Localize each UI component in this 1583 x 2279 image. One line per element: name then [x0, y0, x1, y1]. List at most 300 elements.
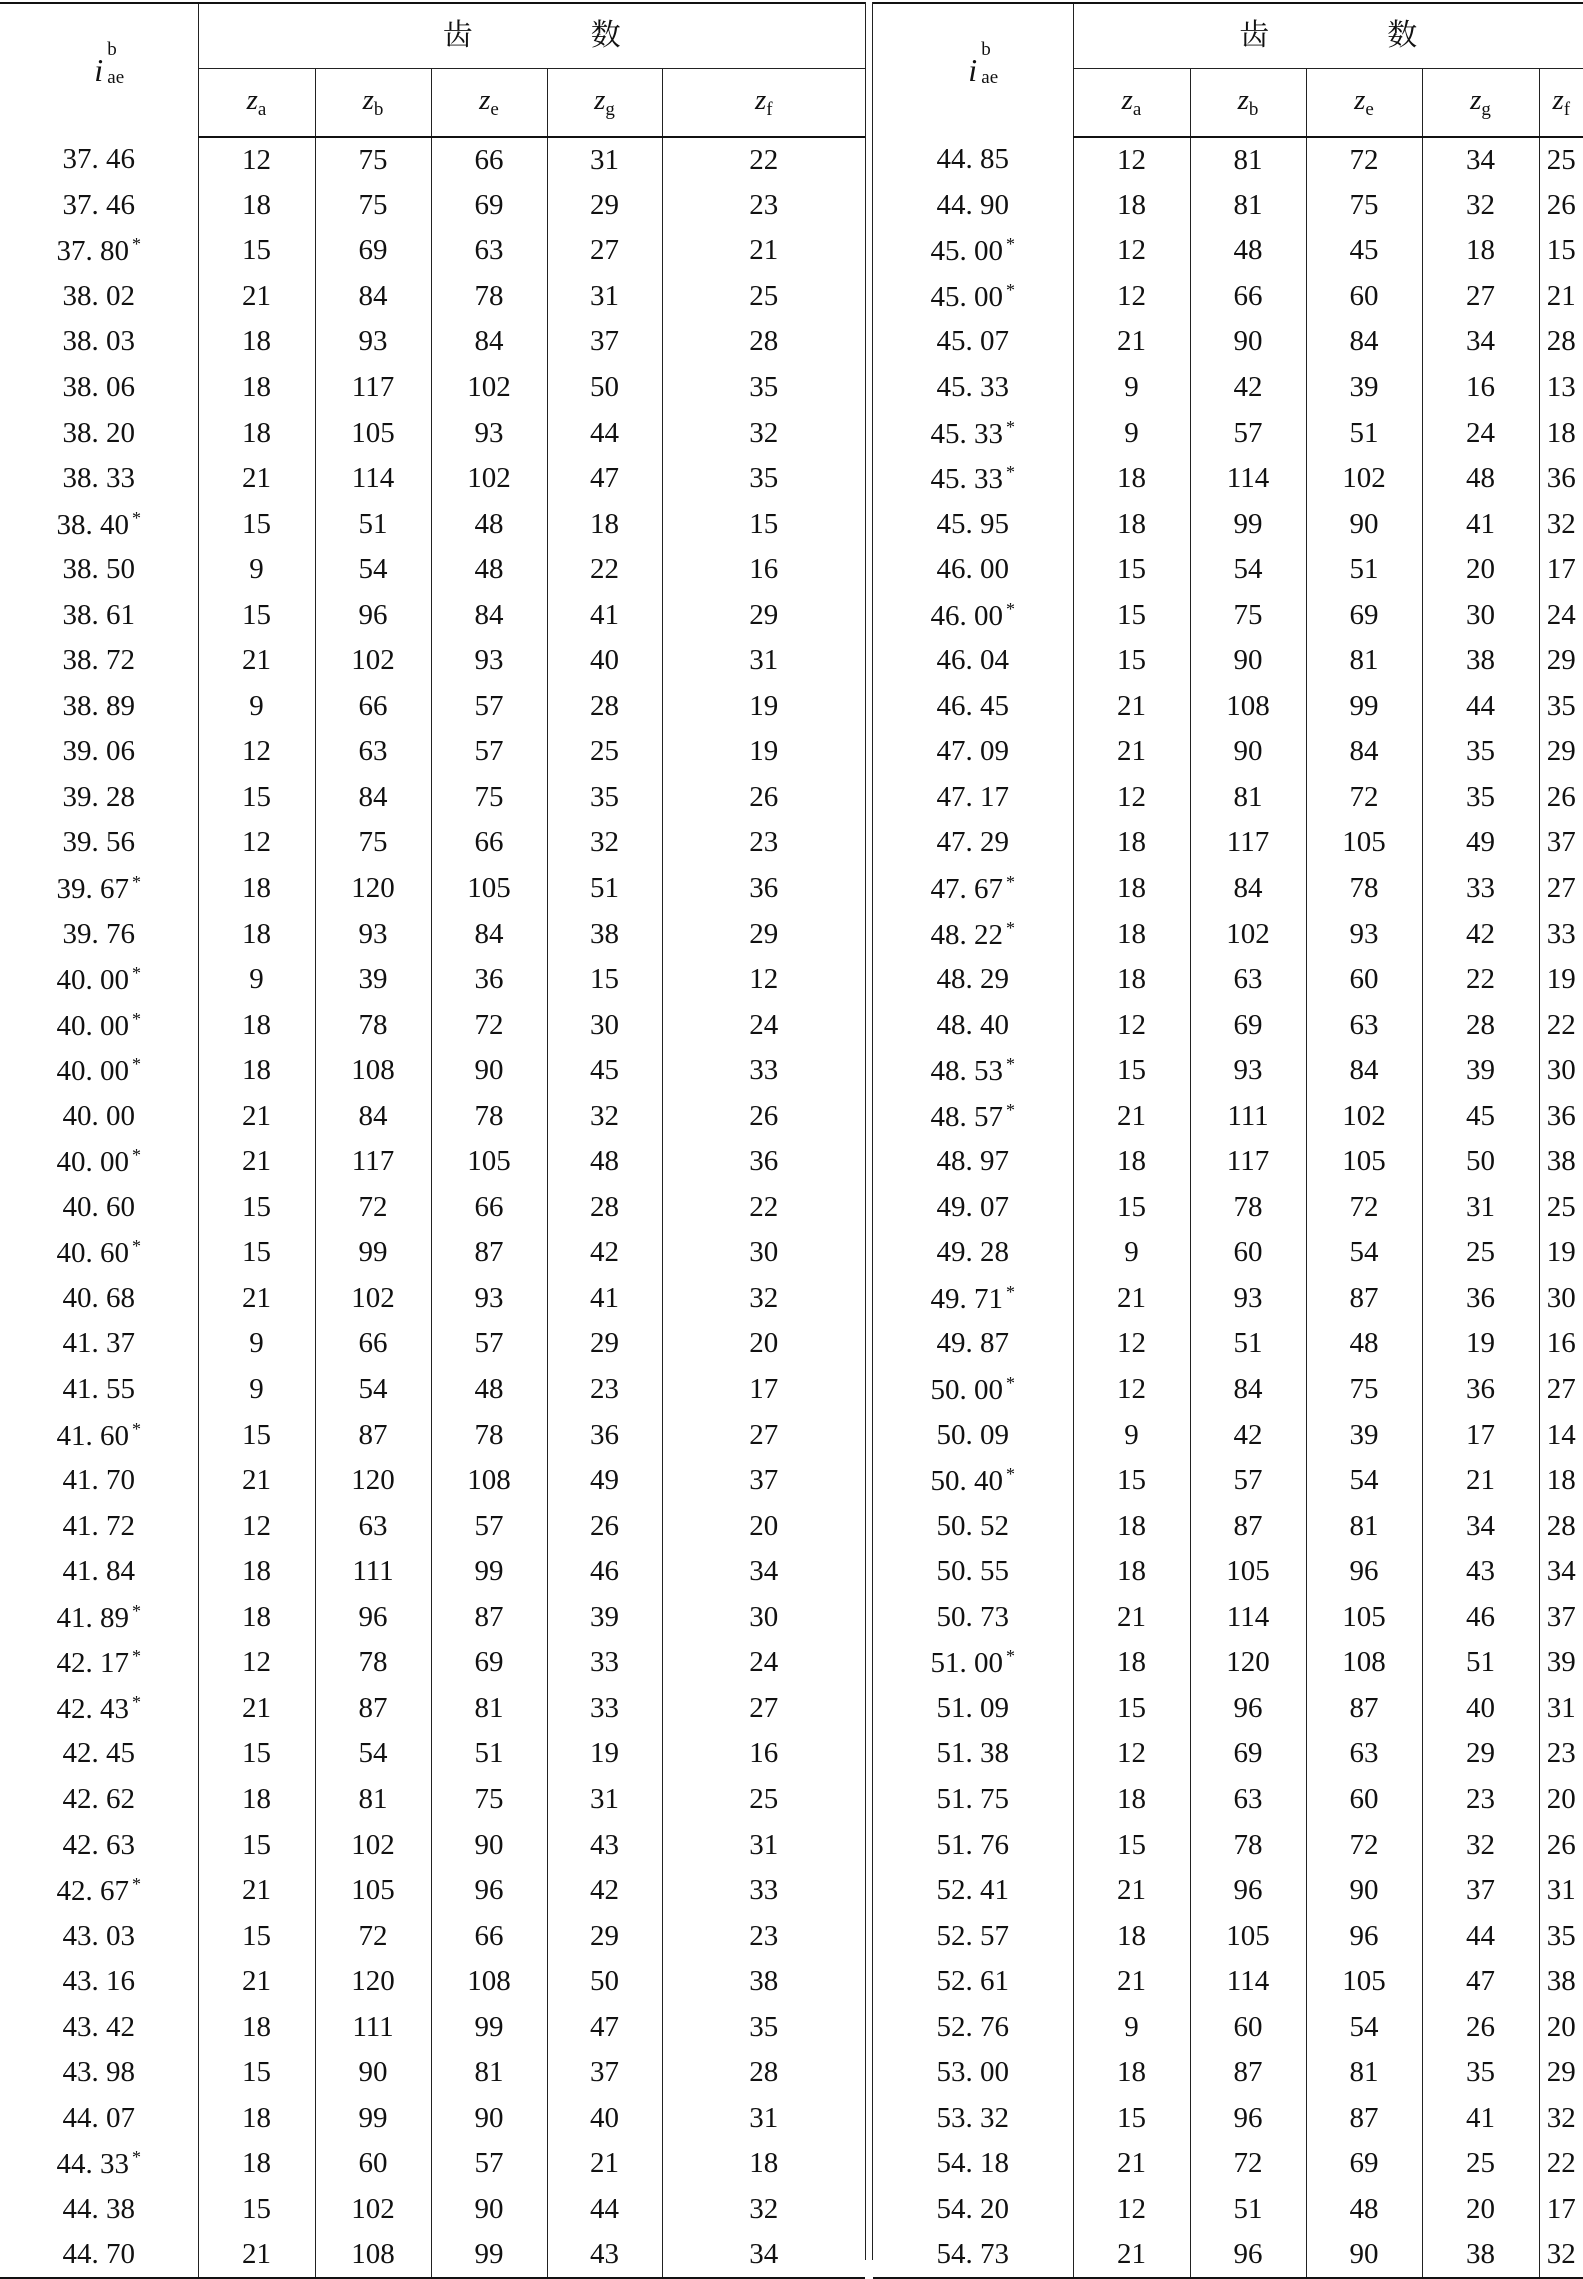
cell-zg: 32: [1422, 183, 1539, 229]
cell-za: 9: [198, 1321, 315, 1367]
cell-zb: 102: [315, 2187, 431, 2233]
cell-zg: 40: [1422, 1686, 1539, 1732]
col-header-zg: $z_g$: [547, 69, 662, 138]
cell-za: 15: [1073, 1458, 1190, 1504]
table-row: [873, 638, 1583, 684]
ratio-cell: [0, 183, 198, 229]
col-header-za: $z_a$: [198, 69, 315, 138]
cell-zg: 33: [547, 1640, 662, 1686]
cell-zg: 33: [1422, 866, 1539, 912]
cell-zg: 45: [1422, 1093, 1539, 1139]
cell-za: 21: [198, 1868, 315, 1914]
cell-zb: 84: [1190, 1367, 1306, 1413]
ratio-value: 41. 70: [62, 1464, 135, 1497]
cell-ze: 81: [431, 2050, 547, 2096]
table-row: [0, 2232, 865, 2278]
cell-ze: 108: [431, 1959, 547, 2005]
cell-za: 15: [1073, 2096, 1190, 2142]
ratio-value: 47. 67: [930, 873, 1003, 906]
ratio-cell: [873, 684, 1073, 730]
ratio-value: 52. 57: [936, 1919, 1009, 1952]
table-row: [0, 1321, 865, 1367]
cell-zb: 63: [315, 1503, 431, 1549]
cell-za: 18: [198, 1048, 315, 1094]
cell-ze: 93: [431, 410, 547, 456]
cell-zg: 37: [547, 2050, 662, 2096]
table-row: [0, 547, 865, 593]
ratio-cell: [0, 2050, 198, 2096]
col-header-ze: $z_e$: [431, 69, 547, 138]
cell-zb: 120: [315, 1458, 431, 1504]
preferred-mark: *: [132, 1145, 141, 1166]
ratio-value: 44. 38: [62, 2192, 135, 2225]
ratio-cell: [873, 1868, 1073, 1914]
preferred-mark: *: [1006, 1054, 1015, 1075]
cell-zf: 38: [749, 1965, 779, 1998]
table-row: [0, 729, 865, 775]
cell-za: 12: [1073, 1321, 1190, 1367]
ratio-cell: [873, 183, 1073, 229]
cell-zb: 84: [315, 775, 431, 821]
cell-za: 12: [1073, 2187, 1190, 2233]
ratio-value: 41. 55: [62, 1373, 135, 1406]
ratio-value: 54. 73: [936, 2237, 1009, 2270]
table-row: [0, 2187, 865, 2233]
cell-zf: 35: [1546, 1919, 1576, 1952]
table-row: [873, 137, 1583, 183]
table-row: [873, 1913, 1583, 1959]
cell-ze: 69: [431, 1640, 547, 1686]
cell-zg: 44: [547, 410, 662, 456]
cell-zb: 102: [315, 1822, 431, 1868]
cell-zb: 39: [315, 957, 431, 1003]
cell-zf: 29: [749, 917, 779, 950]
cell-zb: 117: [315, 1139, 431, 1185]
ratio-value: 50. 73: [936, 1600, 1009, 1633]
cell-zb: 66: [315, 684, 431, 730]
cell-zb: 72: [315, 1913, 431, 1959]
ratio-cell: [873, 2141, 1073, 2187]
cell-zf: 18: [749, 2147, 779, 2180]
ratio-value: 38. 61: [62, 598, 135, 631]
cell-zg: 42: [547, 1230, 662, 1276]
cell-za: 21: [198, 1686, 315, 1732]
cell-zg: 20: [1422, 547, 1539, 593]
cell-za: 21: [1073, 1868, 1190, 1914]
cell-ze: 69: [1306, 2141, 1422, 2187]
preferred-mark: *: [132, 963, 141, 984]
cell-ze: 48: [431, 547, 547, 593]
cell-zg: 29: [547, 183, 662, 229]
ratio-value: 45. 33: [936, 371, 1009, 403]
table-row: [0, 2141, 865, 2187]
table-row: [0, 775, 865, 821]
cell-ze: 90: [431, 2096, 547, 2142]
ratio-cell: [873, 1230, 1073, 1276]
ratio-cell: [873, 456, 1073, 502]
preferred-mark: *: [132, 1418, 141, 1439]
cell-ze: 102: [1306, 456, 1422, 502]
cell-ze: 87: [431, 1595, 547, 1641]
cell-zf: 15: [749, 507, 779, 540]
cell-zb: 84: [1190, 866, 1306, 912]
ratio-cell: [873, 2096, 1073, 2142]
cell-zg: 51: [1422, 1640, 1539, 1686]
ratio-value: 42. 17: [56, 1647, 129, 1680]
cell-ze: 81: [1306, 638, 1422, 684]
cell-zb: 87: [1190, 1503, 1306, 1549]
table-row: [873, 183, 1583, 229]
table-row: [0, 1686, 865, 1732]
cell-zf: 35: [749, 462, 779, 495]
ratio-header: [0, 3, 198, 137]
table-row: [873, 1185, 1583, 1231]
cell-ze: 99: [431, 1549, 547, 1595]
cell-zb: 72: [1190, 2141, 1306, 2187]
preferred-mark: *: [1006, 1646, 1015, 1667]
cell-zf: 25: [749, 1782, 779, 1815]
preferred-mark: *: [132, 1600, 141, 1621]
cell-ze: 93: [1306, 911, 1422, 957]
cell-zg: 34: [1422, 137, 1539, 183]
cell-ze: 102: [431, 456, 547, 502]
ratio-value: 46. 00: [930, 599, 1003, 632]
cell-zf: 34: [749, 2237, 779, 2270]
table-row: [873, 775, 1583, 821]
table-row: [873, 501, 1583, 547]
cell-za: 12: [1073, 228, 1190, 274]
cell-za: 9: [198, 1367, 315, 1413]
cell-zb: 69: [1190, 1731, 1306, 1777]
cell-ze: 66: [431, 1185, 547, 1231]
cell-zf: 27: [1546, 872, 1576, 905]
cell-zg: 31: [547, 137, 662, 183]
cell-za: 18: [198, 1549, 315, 1595]
ratio-cell: [873, 1686, 1073, 1732]
cell-za: 18: [1073, 957, 1190, 1003]
ratio-cell: [0, 1367, 198, 1413]
cell-zb: 42: [1190, 1412, 1306, 1458]
ratio-value: 51. 09: [936, 1691, 1009, 1724]
cell-zg: 37: [547, 319, 662, 365]
cell-ze: 51: [431, 1731, 547, 1777]
cell-zf: 31: [749, 644, 779, 677]
cell-zf: 21: [749, 234, 779, 267]
table-row: [0, 501, 865, 547]
table-row: [873, 1412, 1583, 1458]
table-row: [0, 1093, 865, 1139]
table-row: [873, 1777, 1583, 1823]
cell-zf: 34: [1546, 1555, 1576, 1588]
cell-zg: 51: [547, 866, 662, 912]
col-header-ze: $z_e$: [1306, 69, 1422, 138]
ratio-value: 47. 29: [936, 826, 1009, 859]
col-header-zf: $z_f$: [1539, 69, 1583, 138]
cell-zb: 60: [1190, 2004, 1306, 2050]
cell-ze: 66: [431, 137, 547, 183]
cell-zf: 32: [749, 416, 779, 449]
table-row: [0, 1048, 865, 1094]
cell-zb: 93: [1190, 1276, 1306, 1322]
preferred-mark: *: [1006, 1281, 1015, 1302]
cell-ze: 96: [1306, 1549, 1422, 1595]
ratio-value: 54. 20: [936, 2192, 1009, 2225]
cell-zf: 29: [1546, 644, 1576, 677]
ratio-cell: [873, 592, 1073, 638]
cell-zg: 32: [547, 820, 662, 866]
cell-zg: 38: [547, 911, 662, 957]
table-row: [0, 1230, 865, 1276]
cell-zf: 33: [749, 1054, 779, 1087]
ratio-cell: [873, 1959, 1073, 2005]
cell-zg: 28: [547, 684, 662, 730]
table-row: [0, 911, 865, 957]
cell-ze: 57: [431, 729, 547, 775]
table-row: [873, 2187, 1583, 2233]
table-row: [873, 1959, 1583, 2005]
cell-za: 18: [198, 911, 315, 957]
cell-zg: 50: [1422, 1139, 1539, 1185]
cell-zb: 51: [1190, 2187, 1306, 2233]
cell-zb: 114: [315, 456, 431, 502]
ratio-value: 47. 17: [936, 780, 1009, 813]
cell-zb: 81: [1190, 775, 1306, 821]
cell-zf: 19: [749, 735, 779, 768]
cell-zg: 48: [1422, 456, 1539, 502]
cell-zb: 99: [1190, 501, 1306, 547]
ratio-value: 45. 07: [936, 325, 1009, 358]
cell-za: 12: [198, 729, 315, 775]
table-row: [873, 547, 1583, 593]
cell-zf: 36: [1546, 1099, 1576, 1132]
cell-ze: 63: [1306, 1002, 1422, 1048]
cell-zf: 30: [749, 1236, 779, 1269]
table-row: [0, 1868, 865, 1914]
cell-zf: 31: [749, 2101, 779, 2134]
ratio-cell: [0, 2232, 198, 2278]
cell-za: 9: [198, 684, 315, 730]
ratio-value: 37. 46: [62, 188, 135, 221]
cell-zg: 26: [547, 1503, 662, 1549]
cell-zf: 17: [749, 1373, 779, 1406]
cell-zf: 30: [1546, 1054, 1576, 1087]
cell-zf: 39: [1546, 1646, 1576, 1679]
cell-zf: 30: [1546, 1281, 1576, 1314]
col-header-za: $z_a$: [1073, 69, 1190, 138]
ratio-value: 39. 06: [62, 735, 135, 768]
ratio-value: 40. 00: [62, 1099, 135, 1132]
ratio-cell: [873, 1139, 1073, 1185]
cell-ze: 90: [1306, 501, 1422, 547]
cell-zb: 81: [315, 1777, 431, 1823]
cell-zb: 114: [1190, 1959, 1306, 2005]
ratio-cell: [873, 1777, 1073, 1823]
cell-zb: 117: [315, 365, 431, 411]
cell-za: 15: [198, 228, 315, 274]
cell-zf: 24: [1546, 598, 1576, 631]
cell-zf: 24: [749, 1646, 779, 1679]
cell-za: 18: [1073, 183, 1190, 229]
cell-ze: 105: [431, 1139, 547, 1185]
cell-zf: 17: [1546, 2192, 1576, 2225]
cell-zb: 87: [315, 1412, 431, 1458]
cell-ze: 60: [1306, 274, 1422, 320]
cell-za: 9: [1073, 365, 1190, 411]
cell-ze: 99: [431, 2232, 547, 2278]
ratio-cell: [0, 2141, 198, 2187]
ratio-value: 42. 45: [62, 1737, 135, 1770]
ratio-cell: [0, 456, 198, 502]
cell-zb: 105: [1190, 1549, 1306, 1595]
cell-zf: 28: [1546, 325, 1576, 358]
table-row: [873, 1458, 1583, 1504]
preferred-mark: *: [1006, 1099, 1015, 1120]
cell-ze: 105: [431, 866, 547, 912]
ratio-cell: [0, 1549, 198, 1595]
ratio-cell: [0, 1412, 198, 1458]
cell-zb: 75: [315, 183, 431, 229]
cell-zf: 17: [1546, 553, 1576, 586]
cell-zg: 43: [1422, 1549, 1539, 1595]
cell-zb: 57: [1190, 410, 1306, 456]
cell-zf: 31: [749, 1828, 779, 1861]
ratio-value: 40. 60: [62, 1190, 135, 1223]
cell-ze: 57: [431, 684, 547, 730]
cell-za: 9: [1073, 410, 1190, 456]
cell-zf: 23: [749, 1919, 779, 1952]
ratio-cell: [873, 1185, 1073, 1231]
cell-zf: 38: [1546, 1145, 1576, 1178]
table-row: [873, 1276, 1583, 1322]
cell-zb: 96: [1190, 2232, 1306, 2278]
ratio-value: 43. 98: [62, 2056, 135, 2089]
cell-zf: 26: [749, 780, 779, 813]
cell-za: 15: [198, 592, 315, 638]
cell-zg: 42: [547, 1868, 662, 1914]
cell-ze: 102: [1306, 1093, 1422, 1139]
cell-zb: 111: [315, 2004, 431, 2050]
cell-zb: 75: [315, 137, 431, 183]
ratio-cell: [0, 228, 198, 274]
ratio-cell: [873, 1412, 1073, 1458]
ratio-cell: [873, 911, 1073, 957]
cell-zg: 22: [1422, 957, 1539, 1003]
table-row: [0, 1595, 865, 1641]
cell-zb: 78: [1190, 1185, 1306, 1231]
ratio-header: [873, 3, 1073, 137]
cell-zb: 66: [1190, 274, 1306, 320]
cell-zf: 22: [749, 1190, 779, 1223]
cell-za: 12: [1073, 1367, 1190, 1413]
cell-zf: 13: [1546, 371, 1576, 403]
cell-ze: 54: [1306, 1458, 1422, 1504]
cell-zb: 81: [1190, 137, 1306, 183]
cell-zb: 60: [1190, 1230, 1306, 1276]
cell-za: 15: [198, 2050, 315, 2096]
ratio-cell: [873, 547, 1073, 593]
cell-ze: 66: [431, 820, 547, 866]
preferred-mark: *: [1006, 917, 1015, 938]
table-row: [873, 1367, 1583, 1413]
cell-zf: 22: [1546, 2147, 1576, 2180]
cell-zf: 31: [1546, 1874, 1576, 1907]
cell-zg: 31: [1422, 1185, 1539, 1231]
cell-zb: 117: [1190, 1139, 1306, 1185]
ratio-value: 37. 80: [56, 235, 129, 268]
ratio-value: 45. 33: [930, 417, 1003, 450]
ratio-cell: [0, 1276, 198, 1322]
table-row: [873, 410, 1583, 456]
ratio-cell: [0, 1503, 198, 1549]
ratio-value: 45. 33: [930, 463, 1003, 496]
cell-ze: 48: [1306, 1321, 1422, 1367]
cell-zg: 46: [1422, 1595, 1539, 1641]
cell-ze: 75: [431, 775, 547, 821]
cell-za: 15: [198, 1913, 315, 1959]
cell-za: 18: [198, 866, 315, 912]
ratio-cell: [0, 1002, 198, 1048]
cell-za: 18: [1073, 1503, 1190, 1549]
cell-za: 9: [198, 957, 315, 1003]
ratio-value: 46. 04: [936, 644, 1009, 677]
cell-ze: 63: [431, 228, 547, 274]
cell-za: 15: [198, 1731, 315, 1777]
table-row: [873, 1731, 1583, 1777]
ratio-cell: [873, 1048, 1073, 1094]
cell-zb: 120: [1190, 1640, 1306, 1686]
ratio-cell: [0, 1185, 198, 1231]
cell-zg: 41: [547, 592, 662, 638]
cell-za: 9: [1073, 1230, 1190, 1276]
cell-zb: 87: [315, 1686, 431, 1732]
cell-zb: 63: [1190, 1777, 1306, 1823]
right-tooth-table: [873, 2, 1583, 2279]
cell-za: 21: [198, 1458, 315, 1504]
cell-zf: 34: [749, 1555, 779, 1588]
table-row: [873, 228, 1583, 274]
cell-zg: 44: [1422, 1913, 1539, 1959]
cell-zg: 32: [547, 1093, 662, 1139]
ratio-value: 44. 70: [62, 2237, 135, 2270]
cell-ze: 93: [431, 1276, 547, 1322]
ratio-cell: [873, 1822, 1073, 1868]
cell-zb: 63: [1190, 957, 1306, 1003]
cell-zf: 32: [749, 1281, 779, 1314]
cell-zg: 27: [1422, 274, 1539, 320]
cell-ze: 84: [431, 911, 547, 957]
ratio-value: 44. 33: [56, 2148, 129, 2181]
left-table-body: [0, 137, 865, 2278]
cell-ze: 48: [431, 1367, 547, 1413]
cell-za: 18: [1073, 501, 1190, 547]
ratio-cell: [0, 1868, 198, 1914]
cell-ze: 48: [1306, 2187, 1422, 2233]
preferred-mark: *: [132, 872, 141, 893]
cell-za: 18: [198, 2096, 315, 2142]
cell-zg: 18: [1422, 228, 1539, 274]
cell-zf: 25: [1546, 1190, 1576, 1223]
cell-zg: 16: [1422, 365, 1539, 411]
cell-zg: 30: [547, 1002, 662, 1048]
cell-za: 15: [198, 1412, 315, 1458]
cell-zb: 72: [315, 1185, 431, 1231]
cell-ze: 48: [431, 501, 547, 547]
ratio-value: 54. 18: [936, 2147, 1009, 2180]
cell-za: 21: [1073, 1595, 1190, 1641]
cell-za: 18: [1073, 1139, 1190, 1185]
cell-zf: 32: [1546, 2237, 1576, 2270]
cell-zf: 27: [1546, 1373, 1576, 1406]
